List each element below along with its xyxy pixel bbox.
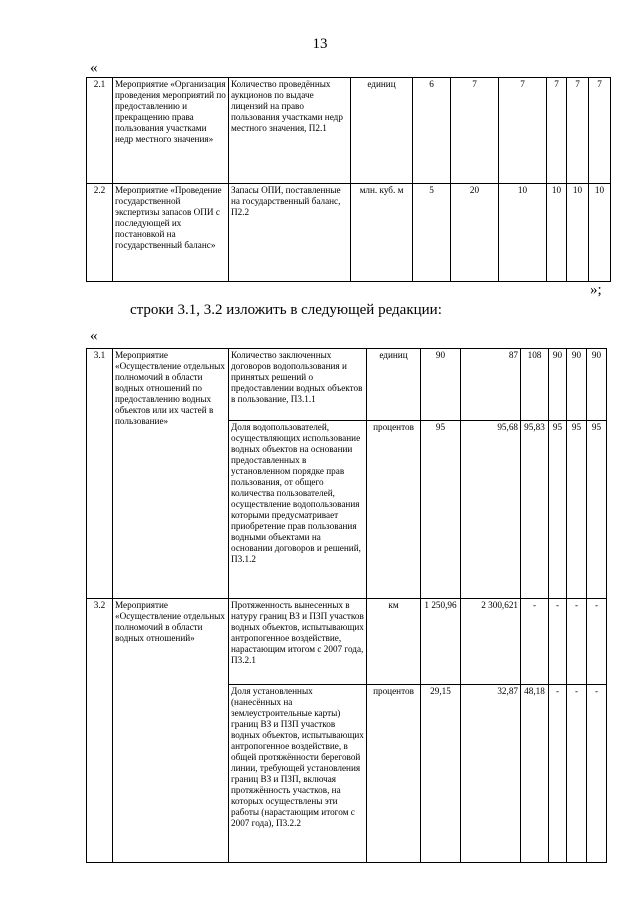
value-cell: 2 300,621 (461, 599, 521, 685)
value-cell: 7 (567, 78, 589, 184)
unit-cell: процентов (367, 421, 421, 599)
table-row (87, 599, 607, 685)
closing-quote: »; (590, 282, 602, 298)
value-cell: - (549, 685, 567, 863)
value-cell: 7 (589, 78, 611, 184)
value-cell: 95 (567, 421, 587, 599)
value-cell: 5 (413, 184, 451, 282)
value-cell: 95 (587, 421, 607, 599)
row-number: 2.1 (87, 78, 113, 184)
value-cell: 95,68 (461, 421, 521, 599)
value-cell: 95 (421, 421, 461, 599)
value-cell: - (567, 599, 587, 685)
indicator-cell: Количество заключенных договоров водопользования и принятых решений о предоставлении водных объектов в пользование, П3.1.1 (229, 349, 367, 421)
event-cell: Мероприятие «Осуществление отдельных полномочий в области водных отношений по предоставлению водных объектов или их частей в пользование» (113, 349, 229, 599)
event-cell: Мероприятие «Осуществление отдельных полномочий в области водных отношений» (113, 599, 229, 863)
row-number: 3.1 (87, 349, 113, 599)
event-cell: Мероприятие «Организация проведения мероприятий по предоставлению и прекращению права пользования участками недр местного значения» (113, 78, 229, 184)
table-row (87, 184, 611, 282)
value-cell: 87 (461, 349, 521, 421)
table-2 (86, 348, 607, 863)
unit-cell: млн. куб. м (351, 184, 413, 282)
row-number: 2.2 (87, 184, 113, 282)
value-cell: - (567, 685, 587, 863)
table-row (87, 349, 607, 421)
value-cell: 29,15 (421, 685, 461, 863)
indicator-cell: Количество проведённых аукционов по выдаче лицензий на право пользования участками недр местного значения, П2.1 (229, 78, 351, 184)
value-cell: 20 (451, 184, 499, 282)
value-cell: 90 (549, 349, 567, 421)
value-cell: 10 (567, 184, 589, 282)
value-cell: 108 (521, 349, 549, 421)
indicator-cell: Доля водопользователей, осуществляющих использование водных объектов на основании предоставленных в установленном порядке прав пользования, от общего количества пользователей, осуществление водопользования которыми предусматривает приобретение прав пользования водными объектами на основании договоров и решений, П3.1.2 (229, 421, 367, 599)
event-cell: Мероприятие «Проведение государственной экспертизы запасов ОПИ с последующей их постановкой на государственный баланс» (113, 184, 229, 282)
unit-cell: процентов (367, 685, 421, 863)
unit-cell: км (367, 599, 421, 685)
table-row (87, 78, 611, 184)
page-number: 13 (312, 36, 328, 52)
value-cell: - (587, 685, 607, 863)
value-cell: 90 (421, 349, 461, 421)
indicator-cell: Доля установленных (нанесённых на землеустроительные карты) границ ВЗ и ПЗП участков водных объектов, испытывающих антропогенное воздействие, в общей протяжённости береговой линии, требующей установления границ ВЗ и ПЗП, включая протяжённость участков, на которых осуществлены эти работы (нарастающим итогом с 2007 года), П3.2.2 (229, 685, 367, 863)
opening-quote-1: « (90, 60, 98, 76)
value-cell: 10 (547, 184, 567, 282)
value-cell: 95 (549, 421, 567, 599)
value-cell: 7 (547, 78, 567, 184)
value-cell: 7 (499, 78, 547, 184)
value-cell: 95,83 (521, 421, 549, 599)
unit-cell: единиц (367, 349, 421, 421)
indicator-cell: Протяженность вынесенных в натуру границ ВЗ и ПЗП участков водных объектов, испытывающих антропогенное воздействие, нарастающим итогом с 2007 года, П3.2.1 (229, 599, 367, 685)
value-cell: - (521, 599, 549, 685)
value-cell: 6 (413, 78, 451, 184)
value-cell: - (549, 599, 567, 685)
value-cell: 10 (589, 184, 611, 282)
value-cell: - (587, 599, 607, 685)
value-cell: 7 (451, 78, 499, 184)
value-cell: 90 (587, 349, 607, 421)
indicator-cell: Запасы ОПИ, поставленные на государственный баланс, П2.2 (229, 184, 351, 282)
value-cell: 32,87 (461, 685, 521, 863)
opening-quote-2: « (90, 328, 98, 344)
value-cell: 48,18 (521, 685, 549, 863)
table-1 (86, 77, 611, 282)
value-cell: 1 250,96 (421, 599, 461, 685)
value-cell: 10 (499, 184, 547, 282)
value-cell: 90 (567, 349, 587, 421)
amendment-statement: строки 3.1, 3.2 изложить в следующей редакции: (130, 302, 442, 318)
row-number: 3.2 (87, 599, 113, 863)
unit-cell: единиц (351, 78, 413, 184)
